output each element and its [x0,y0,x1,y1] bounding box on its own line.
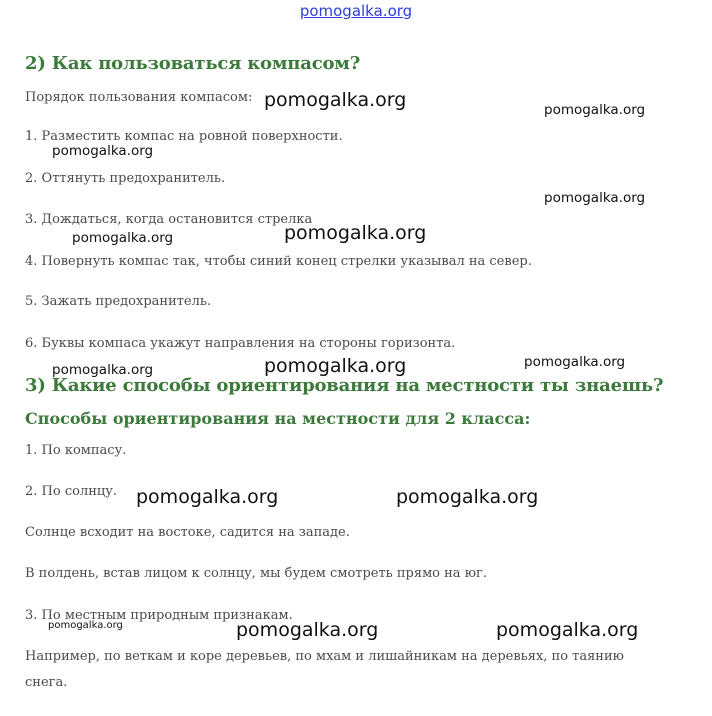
step-6: 6. Буквы компаса укажут направления на стороны горизонта. [25,336,456,351]
section-2-heading: 2) Как пользоваться компасом? [25,53,361,74]
step-2: 2. Оттянуть предохранитель. [25,171,226,186]
step-3: 3. Дождаться, когда остановится стрелка [25,212,313,227]
step-1: 1. Разместить компас на ровной поверхности. [25,129,343,144]
paragraph-sunrise: Солнце всходит на востоке, садится на западе. [25,525,350,540]
watermark: pomogalka.org [544,190,646,206]
section-3-heading: 3) Какие способы ориентирования на местности ты знаешь? [25,375,664,396]
paragraph-local-signs: 3. По местным природным признакам. [25,608,293,623]
watermark: pomogalka.org [544,102,646,118]
watermark: pomogalka.org [284,222,427,244]
watermark: pomogalka.org [264,89,407,111]
watermark: pomogalka.org [52,362,154,378]
section-3-subheading: Способы ориентирования на местности для 2 класса: [25,409,531,428]
watermark: pomogalka.org [524,354,626,370]
paragraph-compass: 1. По компасу. [25,443,127,458]
watermark: pomogalka.org [52,143,154,159]
watermark: pomogalka.org [72,230,174,246]
watermark: pomogalka.org [496,619,639,641]
watermark: pomogalka.org [136,486,279,508]
step-4: 4. Повернуть компас так, чтобы синий конец стрелки указывал на север. [25,254,532,269]
paragraph-sun: 2. По солнцу. [25,484,118,499]
section-2-intro: Порядок пользования компасом: [25,90,253,105]
watermark: pomogalka.org [48,620,123,631]
paragraph-example: Например, по веткам и коре деревьев, по мхам и лишайникам на деревьях, по таянию снега. [25,649,624,690]
step-5: 5. Зажать предохранитель. [25,294,212,309]
watermark: pomogalka.org [264,355,407,377]
site-header-link[interactable]: pomogalka.org [299,2,413,20]
watermark: pomogalka.org [236,619,379,641]
paragraph-noon: В полдень, встав лицом к солнцу, мы будем смотреть прямо на юг. [25,566,487,581]
watermark: pomogalka.org [396,486,539,508]
